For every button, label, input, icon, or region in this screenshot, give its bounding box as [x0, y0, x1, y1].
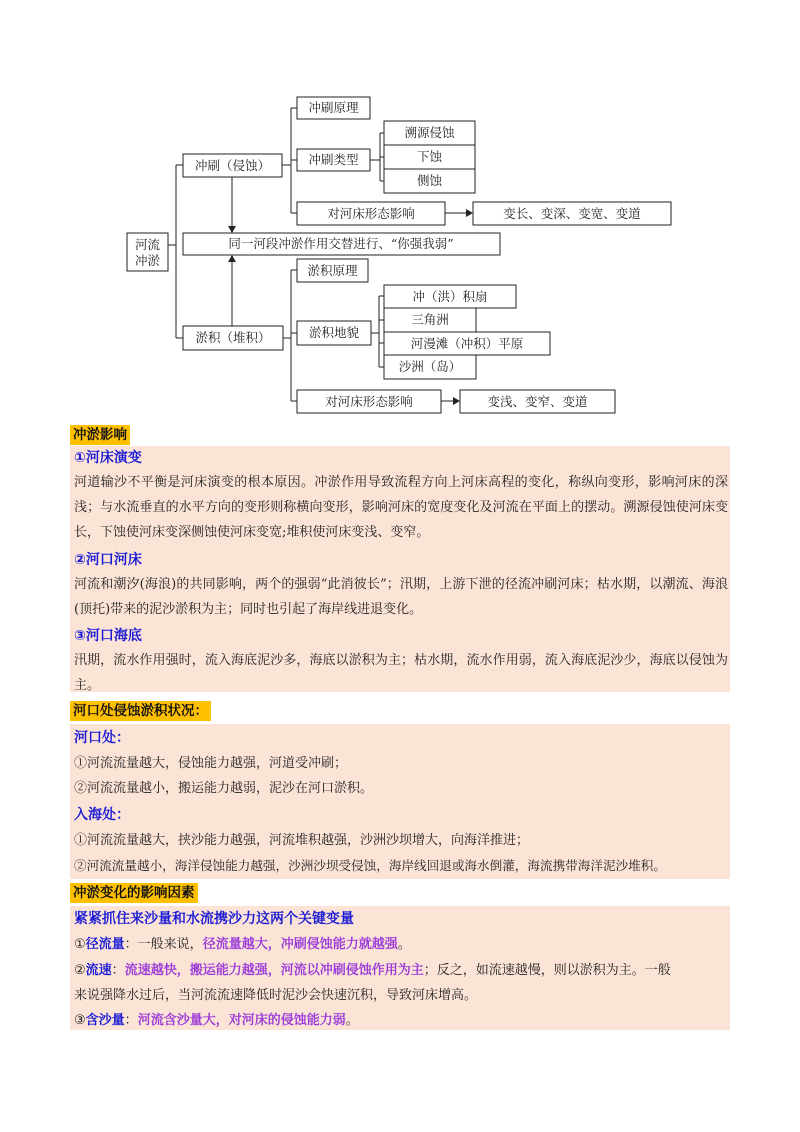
deposition-landform-0: 冲（洪）积扇 — [412, 289, 488, 304]
section-panel-scour-impact — [70, 446, 730, 692]
subsection-title-estuary-seabed: ③河口海底 — [74, 628, 142, 644]
factor-velocity-rest1: ；反之，如流速越慢，则以淤积为主。一般 — [423, 963, 671, 978]
section-title-scour-impact: 冲淤影响 — [70, 425, 130, 445]
subsection-title-estuary-bed: ②河口河床 — [74, 552, 142, 568]
factor-velocity — [74, 961, 671, 981]
deposition-node — [183, 326, 283, 350]
section-panel-influencing-factors — [70, 906, 730, 1030]
deposition-effect-result: 变浅、变窄、变道 — [487, 394, 588, 409]
section-title-influencing-factors: 冲淤变化的影响因素 — [70, 883, 198, 903]
factor-sediment-emphasis: 河流含沙量大，对河床的侵蚀能力弱 — [137, 1013, 346, 1028]
deposition-landforms-node — [297, 321, 371, 345]
deposition-label: 淤积（堆积） — [195, 330, 271, 345]
erosion-principle-node — [297, 97, 370, 119]
factor-sediment-end: 。 — [345, 1013, 359, 1028]
factor-runoff — [74, 935, 411, 955]
factor-runoff-prefix: ① — [74, 937, 86, 952]
deposition-principle-node — [297, 259, 368, 282]
erosion-effect-result-node — [473, 202, 671, 225]
erosion-principle-label: 冲刷原理 — [308, 100, 359, 115]
factor-runoff-mid: ：一般来说， — [124, 937, 203, 952]
deposition-effect-label: 对河床形态影响 — [325, 394, 413, 409]
paragraph-riverbed: 河道输沙不平衡是河床演变的根本原因。冲淤作用导致流程方向上河床高程的变化，称纵向变形，影响河床的深浅；与水流垂直的水平方向的变形则称横向变形，影响河床的宽度变化及河流在平面上的摆动。溯源侵蚀使河床变长，下蚀使河床变深侧蚀使河床变宽;堆积使河床变浅、变窄。 — [74, 475, 728, 540]
root-node — [127, 233, 168, 271]
erosion-type-list — [384, 121, 475, 193]
factor-sediment-mid: ： — [124, 1013, 138, 1028]
erosion-node — [183, 154, 282, 177]
erosion-effect-node — [297, 202, 445, 225]
factor-sediment-key: 含沙量 — [85, 1013, 125, 1028]
deposition-landform-3: 沙洲（岛） — [398, 359, 462, 374]
river-scour-silting-mind-map — [0, 0, 800, 425]
erosion-types-label: 冲刷类型 — [308, 152, 359, 167]
erosion-effect-result: 变长、变深、变宽、变道 — [503, 206, 641, 221]
center-label: 同一河段冲淤作用交替进行、“你强我弱” — [228, 236, 454, 251]
factor-sediment — [74, 1011, 359, 1031]
factor-runoff-key: 径流量 — [85, 937, 125, 952]
erosion-type-1: 下蚀 — [416, 149, 443, 164]
subsection-title-estuary: 河口处： — [74, 730, 130, 746]
estuary-point-1: ①河流流量越大，侵蚀能力越强，河道受冲刷； — [74, 756, 348, 771]
factor-velocity-mid: ： — [111, 963, 125, 978]
factor-sediment-prefix: ③ — [74, 1013, 86, 1028]
subsection-title-sea-entry: 入海处： — [74, 807, 130, 823]
erosion-type-2: 侧蚀 — [416, 173, 443, 188]
root-label-line1: 河流 — [134, 237, 161, 252]
subsection-title-riverbed: ①河床演变 — [74, 450, 142, 466]
erosion-label: 冲刷（侵蚀） — [194, 158, 271, 173]
factor-velocity-emphasis: 流速越快，搬运能力越强，河流以冲刷侵蚀作用为主 — [124, 963, 424, 978]
section-panel-estuary-status — [70, 724, 730, 879]
deposition-effect-result-node — [460, 390, 615, 413]
deposition-landforms-label: 淤积地貌 — [308, 325, 360, 340]
deposition-principle-label: 淤积原理 — [307, 263, 358, 278]
deposition-landform-1: 三角洲 — [411, 312, 449, 327]
erosion-types-node — [297, 149, 370, 171]
factor-velocity-prefix: ② — [74, 963, 86, 978]
root-label-line2: 冲淤 — [134, 253, 161, 268]
factors-intro: 紧紧抓住来沙量和水流携沙力这两个关键变量 — [74, 911, 354, 927]
deposition-landform-list — [384, 285, 550, 379]
section-title-estuary-status: 河口处侵蚀淤积状况： — [70, 701, 211, 721]
erosion-type-0: 溯源侵蚀 — [404, 125, 455, 140]
erosion-effect-label: 对河床形态影响 — [327, 206, 415, 221]
factor-runoff-emphasis: 径流量越大，冲刷侵蚀能力就越强 — [202, 937, 398, 952]
deposition-effect-node — [297, 390, 441, 413]
sea-entry-point-2: ②河流流量越小，海洋侵蚀能力越强，沙洲沙坝受侵蚀，海岸线回退或海水倒灌，海流携带海洋泥沙堆积。 — [74, 858, 666, 873]
factor-velocity-cont: 来说强降水过后，当河流流速降低时泥沙会快速沉积，导致河床增高。 — [74, 988, 478, 1003]
factor-velocity-key: 流速 — [85, 963, 112, 978]
paragraph-estuary-bed: 河流和潮汐(海浪)的共同影响，两个的强弱“此消彼长”；汛期，上游下泄的径流冲刷河床；枯水期，以潮流、海浪(顶托)带来的泥沙淤积为主；同时也引起了海岸线进退变化。 — [74, 577, 728, 617]
factor-runoff-end: 。 — [397, 937, 411, 952]
paragraph-estuary-seabed: 汛期，流水作用强时，流入海底泥沙多，海底以淤积为主；枯水期，流水作用弱，流入海底泥沙少，海底以侵蚀为主。 — [74, 653, 728, 693]
sea-entry-point-1: ①河流流量越大，挟沙能力越强，河流堆积越强，沙洲沙坝增大，向海洋推进； — [74, 833, 530, 848]
estuary-point-2: ②河流流量越小，搬运能力越弱，泥沙在河口淤积。 — [74, 781, 374, 796]
deposition-landform-2: 河漫滩（冲积）平原 — [410, 336, 524, 351]
center-node — [183, 233, 500, 255]
